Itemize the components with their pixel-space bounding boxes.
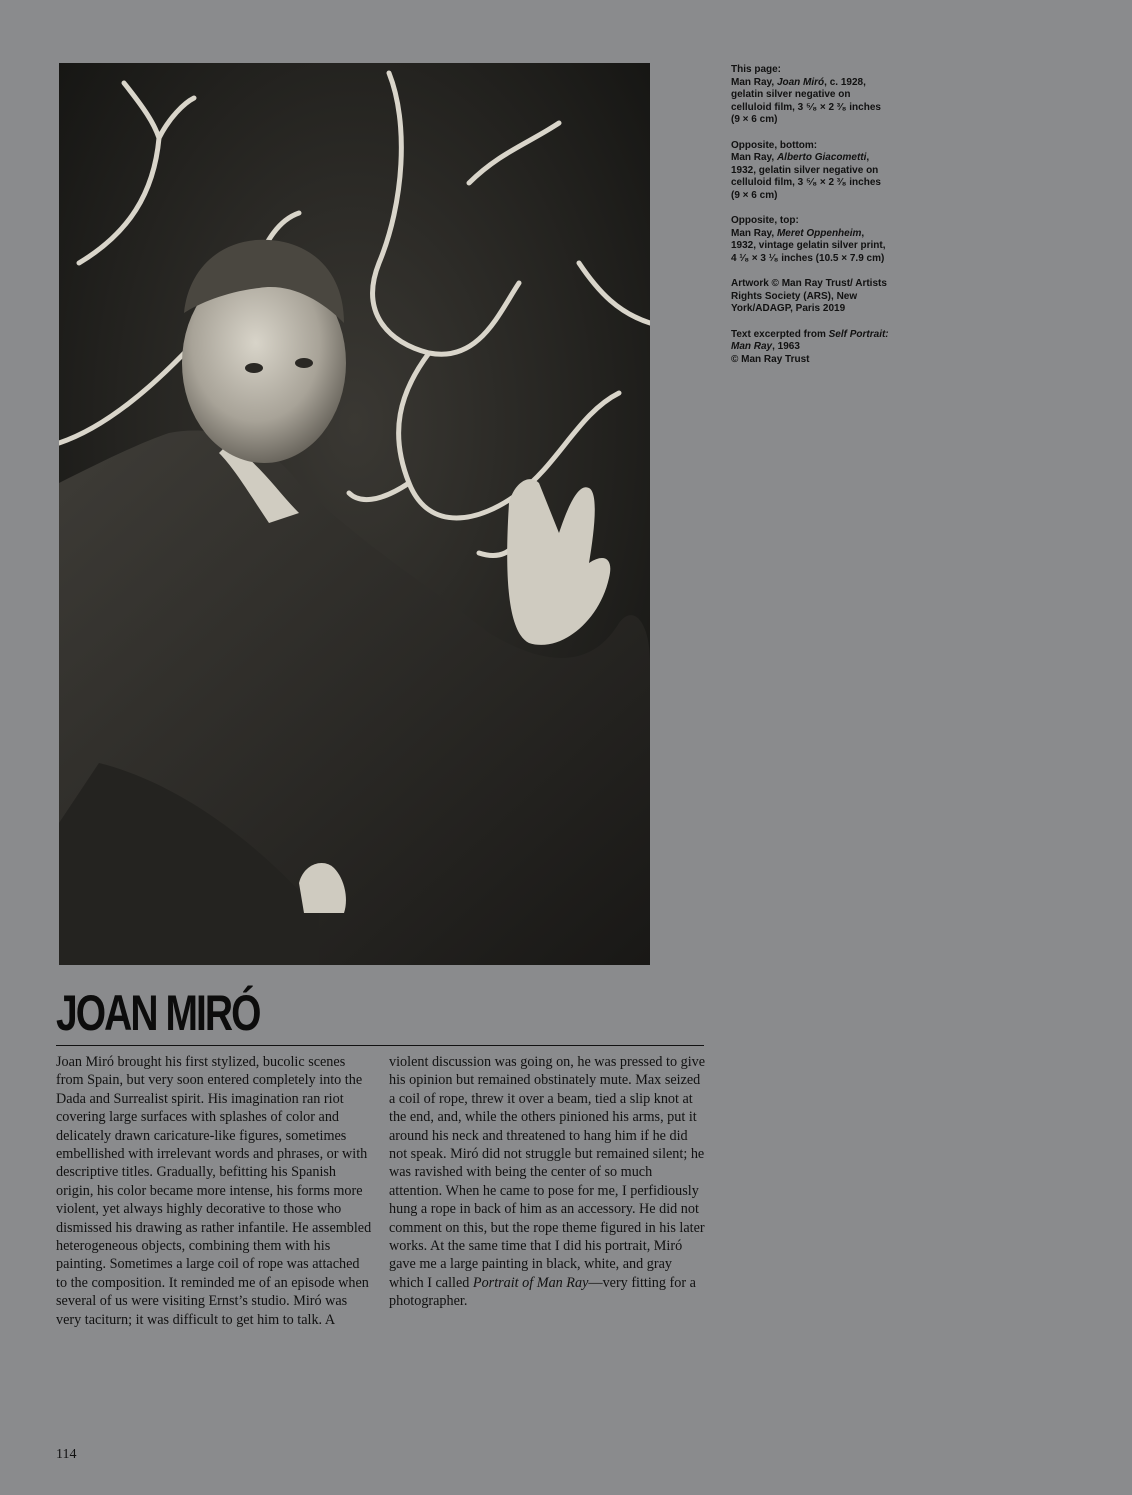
- excerpt-prefix: Text excerpted from: [731, 328, 829, 340]
- excerpt-copyright: © Man Ray Trust: [731, 353, 810, 365]
- caption-heading: This page:: [731, 64, 782, 75]
- photo-captions: [731, 64, 891, 379]
- caption-opposite-top: [731, 215, 891, 265]
- caption-opposite-bottom: [731, 140, 891, 203]
- caption-excerpt: [731, 329, 891, 367]
- credit-text: Artwork © Man Ray Trust/ Artists Rights Society (ARS), New York/ADAGP, Paris 2019: [731, 278, 887, 314]
- page-number: 114: [56, 1447, 77, 1462]
- caption-date: , c. 1928,: [824, 76, 866, 88]
- body-column-2: [389, 1053, 707, 1311]
- caption-work-title: Meret Oppenheim: [776, 227, 862, 239]
- caption-this-page: [731, 64, 891, 127]
- excerpt-book-title: Self Portrait: Man Ray: [731, 328, 889, 352]
- caption-heading: Opposite, bottom:: [731, 139, 818, 151]
- title-divider: [56, 1045, 704, 1046]
- body-text: Joan Miró brought his first stylized, bucolic scenes from Spain, but very soon entered completely into the Dada and Surrealist spirit. His imagination ran riot covering large surfaces with splashes of color and delicately drawn caricature-like figures, sometimes embellished with irrelevant words and phrases, or with descriptive titles. Gradually, befitting his Spanish origin, his color became more intense, his forms more violent, yet always highly decorative to those who dismissed his drawing as rather infantile. He assembled heterogeneous objects, combining them with his painting. Sometimes a large coil of rope was attached to the composition. It reminded me of an episode when several of us were visiting Ernst’s studio. Miró was very taciturn; it was difficult to get him to talk. A: [56, 1054, 372, 1328]
- caption-artist: Man Ray,: [731, 152, 777, 163]
- portrait-photograph: [59, 63, 650, 965]
- caption-heading: Opposite, top:: [731, 215, 799, 226]
- caption-credit: [731, 278, 891, 316]
- excerpt-year: , 1963: [772, 341, 800, 352]
- caption-work-title: Alberto Giacometti: [776, 152, 867, 163]
- caption-details: 1932, gelatin silver negative on celluloid film, 3 ⁵⁄₈ × 2 ³⁄₈ inches (9 × 6 cm): [731, 164, 881, 201]
- caption-artist: Man Ray,: [731, 76, 777, 88]
- caption-work-title: Joan Miró: [776, 76, 825, 88]
- article-title: JOAN MIRÓ: [56, 985, 260, 1041]
- body-text-end: —very fitting for a photographer.: [389, 1274, 696, 1310]
- painting-title: Portrait of Man Ray: [472, 1274, 589, 1291]
- body-text: violent discussion was going on, he was pressed to give his opinion but remained obstinately mute. Max seized a coil of rope, threw it over a beam, tied a slip knot at the end, and, while the others pinioned his arms, put it around his neck and threatened to hang him if he did not speak. Miró did not struggle but remained silent; he was ravished with being the center of so much attention. When he came to pose for me, I perfidiously hung a rope in back of him as an accessory. He did not comment on this, but the rope theme figured in his later works. At the same time that I did his portrait, Miró gave me a large painting in black, white, and gray which I called: [389, 1054, 706, 1291]
- caption-details: 1932, vintage gelatin silver print, 4 ¹⁄₈ × 3 ¹⁄₈ inches (10.5 × 7.9 cm): [731, 240, 886, 264]
- body-column-1: [56, 1053, 374, 1329]
- caption-details: gelatin silver negative on celluloid film, 3 ⁵⁄₈ × 2 ³⁄₈ inches (9 × 6 cm): [731, 89, 881, 125]
- caption-punct: ,: [861, 227, 865, 239]
- caption-artist: Man Ray,: [731, 227, 777, 239]
- caption-punct: ,: [866, 152, 870, 163]
